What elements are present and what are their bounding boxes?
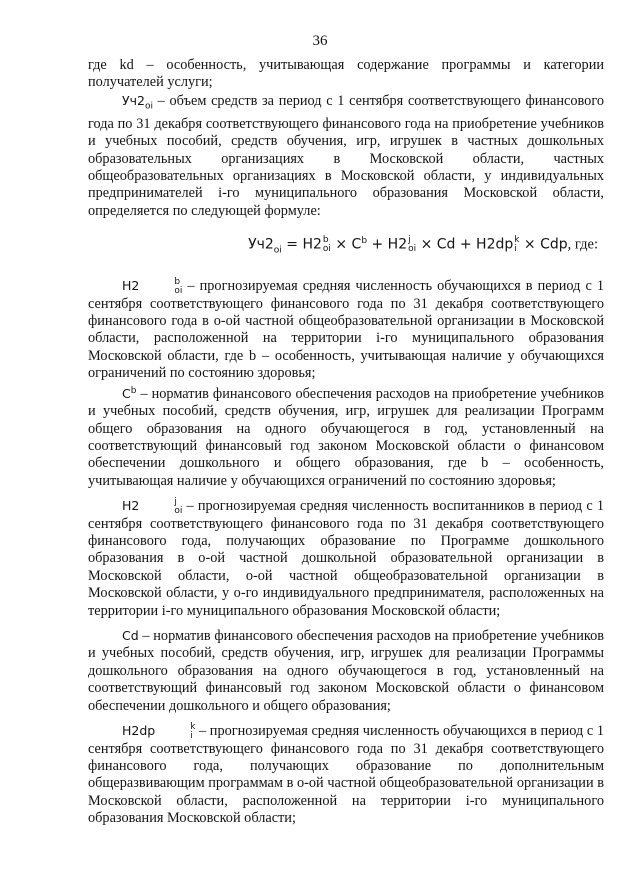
symbol-uch2: $Уч2_{oi}$: [122, 92, 153, 112]
paragraph-h2b-definition: H2 b oi – прогнозируемая средняя численность обучающихся в период с 1 сентября соответствующего финансового года по 31 декабря соответствующего финансового года в о-ой частной общеобразовательной организации в Московской области, расположенной на территории i-го муниципального образования Московской области, где b – особенность, учитывающая наличие у обучающихся ограничений по состоянию здоровья;: [88, 276, 604, 382]
paragraph-cb-definition: $C^b$ – норматив финансового обеспечения расходов на приобретение учебников и учебных пособий, средств обучения, игр, игрушек для реализации Программ общего образования на одного обучающегося в год, установленный на соответствующий финансовый год законом Московской области о финансовом обеспечении дошкольного и общего образования, где b – особенность, учитывающая наличие у обучающихся ограничений по состоянию здоровья;: [88, 385, 604, 489]
symbol-h2j: H2 j oi: [122, 496, 183, 516]
symbol-cb: $C^b$: [122, 385, 137, 401]
paragraph-h2j-definition: H2 j oi – прогнозируемая средняя численность воспитанников в период с 1 сентября соответствующего финансового года по 31 декабря соответствующего финансового года, получающих образование по Программе дошкольного образования в о-ой частной дошкольной образовательной организации в Московской области, о-ой частной общеобразовательной организации в Московской области, у о-го индивидуального предпринимателя, расположенных на территории i-го муниципального образования Московской области;: [88, 496, 604, 619]
symbol-h2b: H2 b oi: [122, 276, 183, 296]
document-body: [88, 57, 604, 828]
formula-uch2: $Уч2_{oi} = H2$ b oi × $C^b + H2$ j oi × Cd + H2dp k i × Cdp, где:: [248, 234, 598, 256]
paragraph-h2dp-definition: H2dp k i – прогнозируемая средняя численность обучающихся в период с 1 сентября соответствующего финансового года по 31 декабря соответствующего финансового года, получающих образование по дополнительным общеразвивающим программам в о-ой частной общеобразовательной организации в Московской области, расположенной на территории i-го муниципального образования Московской области;: [88, 721, 604, 827]
symbol-cd: Cd: [122, 628, 139, 644]
symbol-h2dp: H2dp k i: [122, 721, 196, 741]
paragraph-kd: где kd – особенность, учитывающая содержание программы и категории получателей услуги;: [88, 57, 604, 91]
paragraph-cd-definition: Cd – норматив финансового обеспечения расходов на приобретение учебников и учебных пособий, средств обучения, игр, игрушек для реализации Программы дошкольного образования на одного обучающегося в год, установленный на соответствующий финансовый год законом Московской области о финансовом обеспечении дошкольного и общего образования;: [88, 628, 604, 714]
paragraph-uch2-definition: $Уч2_{oi}$ – объем средств за период с 1 сентября соответствующего финансового года по 31 декабря соответствующего финансового года на приобретение учебников и учебных пособий, средств обучения, игр, игрушек в частных дошкольных образовательных организациях в Московской области, частных общеобразовательных организациях в Московской области, у индивидуальных предпринимателей i-го муниципального образования Московской области, определяется по следующей формуле:: [88, 92, 604, 219]
page-number: 36: [312, 33, 328, 49]
